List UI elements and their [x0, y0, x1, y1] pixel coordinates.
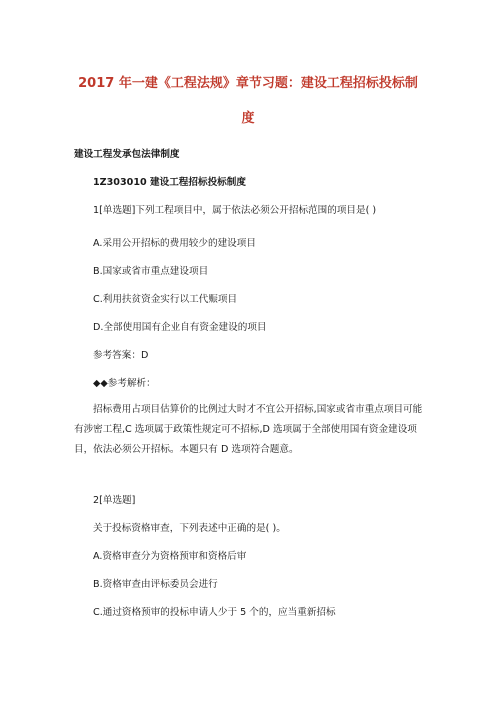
- document-title-line-1: 2017 年一建《工程法规》章节习题：建设工程招标投标制: [78, 76, 418, 91]
- question-1-option-c: C.利用扶贫资金实行以工代赈项目: [93, 294, 238, 305]
- subsection-heading: 1Z303010 建设工程招标投标制度: [93, 177, 246, 188]
- question-1-analysis-text: 招标费用占项目估算价的比例过大时才不宜公开招标,国家或省市重点项目可能有涉密工程,C 选项属于政策性规定可不招标,D 选项属于全部使用国有资金建设项目，依法必须公开招标。本题只有 D 选项符合题意。: [74, 404, 423, 455]
- document-title-line-2: 度: [241, 111, 255, 126]
- question-2-option-a: A.资格审查分为资格预审和资格后审: [93, 551, 247, 562]
- question-1-answer: 参考答案：D: [93, 350, 149, 361]
- question-1-option-a: A.采用公开招标的费用较少的建设项目: [93, 238, 256, 249]
- question-1-option-d: D.全部使用国有企业自有资金建设的项目: [93, 322, 267, 333]
- question-1-stem: 1[单选题]下列工程项目中，属于依法必须公开招标范围的项目是( ): [93, 205, 377, 216]
- section-heading: 建设工程发承包法律制度: [74, 149, 180, 160]
- question-2-type: 2[单选题]: [93, 495, 136, 506]
- question-1-option-b: B.国家或省市重点建设项目: [93, 266, 209, 277]
- question-2-option-b: B.资格审查由评标委员会进行: [93, 579, 218, 590]
- question-1-analysis-label: ◆◆参考解析：: [93, 378, 156, 389]
- question-2-stem: 关于投标资格审查，下列表述中正确的是( )。: [93, 523, 286, 534]
- question-2-option-c: C.通过资格预审的投标申请人少于 5 个的，应当重新招标: [93, 607, 336, 618]
